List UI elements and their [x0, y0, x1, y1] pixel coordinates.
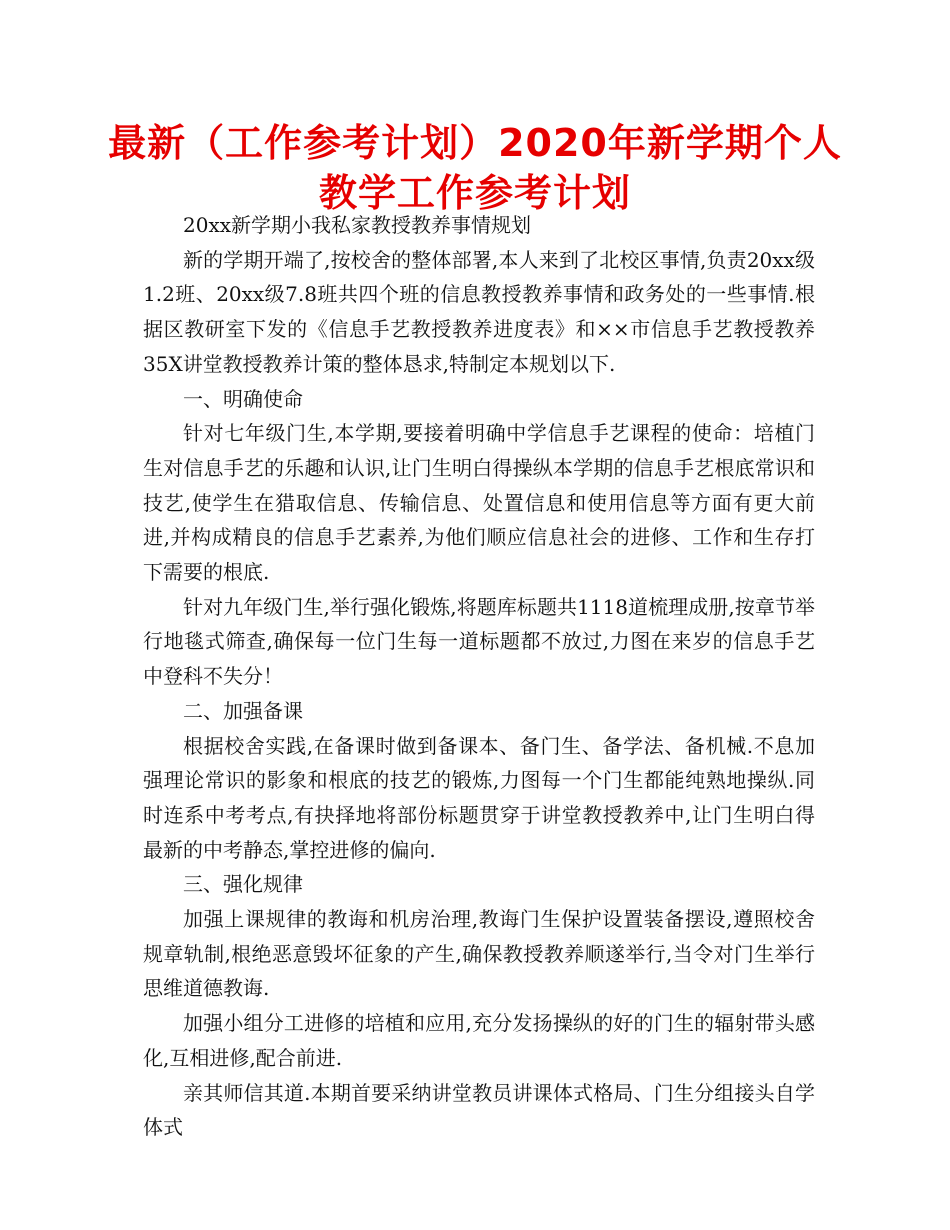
paragraph: 针对九年级门生,举行强化锻炼,将题库标题共1118道梳理成册,按章节举行地毯式筛查,确保每一位门生每一道标题都不放过,力图在来岁的信息手艺中登科不失分！: [143, 594, 815, 689]
paragraph: 根据校舍实践,在备课时做到备课本、备门生、备学法、备机械.不息加强理论常识的影象和根底的技艺的锻炼,力图每一个门生都能纯熟地操纵.同时连系中考考点,有抉择地将部份标题贯穿于讲堂教授教养中,让门生明白得最新的中考静态,掌控进修的偏向.: [143, 733, 815, 862]
document-body: [143, 208, 815, 1145]
paragraph: 针对七年级门生,本学期,要接着明确中学信息手艺课程的使命：培植门生对信息手艺的乐趣和认识,让门生明白得操纵本学期的信息手艺根底常识和技艺,使学生在猎取信息、传输信息、处置信息和使用信息等方面有更大前进,并构成精良的信息手艺素养,为他们顺应信息社会的进修、工作和生存打下需要的根底.: [143, 421, 815, 585]
section-heading-3: 三、强化规律: [183, 872, 303, 897]
paragraph: 亲其师信其道.本期首要采纳讲堂教员讲课体式格局、门生分组接头自学体式: [143, 1080, 815, 1140]
paragraph: 加强上课规律的教诲和机房治理,教诲门生保护设置装备摆设,遵照校舍规章轨制,根绝恶意毁坏征象的产生,确保教授教养顺遂举行,当令对门生举行思维道德教诲.: [143, 907, 815, 1001]
paragraph: 加强小组分工进修的培植和应用,充分发扬操纵的好的门生的辐射带头感化,互相进修,配合前进.: [143, 1011, 815, 1070]
document-title: 最新（工作参考计划）2020年新学期个人教学工作参考计划: [108, 121, 842, 215]
section-heading-2: 二、加强备课: [183, 698, 303, 723]
subtitle-paragraph: 20xx新学期小我私家教授教养事情规划: [183, 213, 532, 237]
intro-paragraph: 新的学期开端了,按校舍的整体部署,本人来到了北校区事情,负责20xx级1.2班、20xx级7.8班共四个班的信息教授教养事情和政务处的一些事情.根据区教研室下发的《信息手艺教授教养进度表》和××市信息手艺教授教养35X讲堂教授教养计策的整体恳求,特制定本规划以下.: [143, 247, 815, 376]
section-heading-1: 一、明确使命: [183, 386, 303, 411]
